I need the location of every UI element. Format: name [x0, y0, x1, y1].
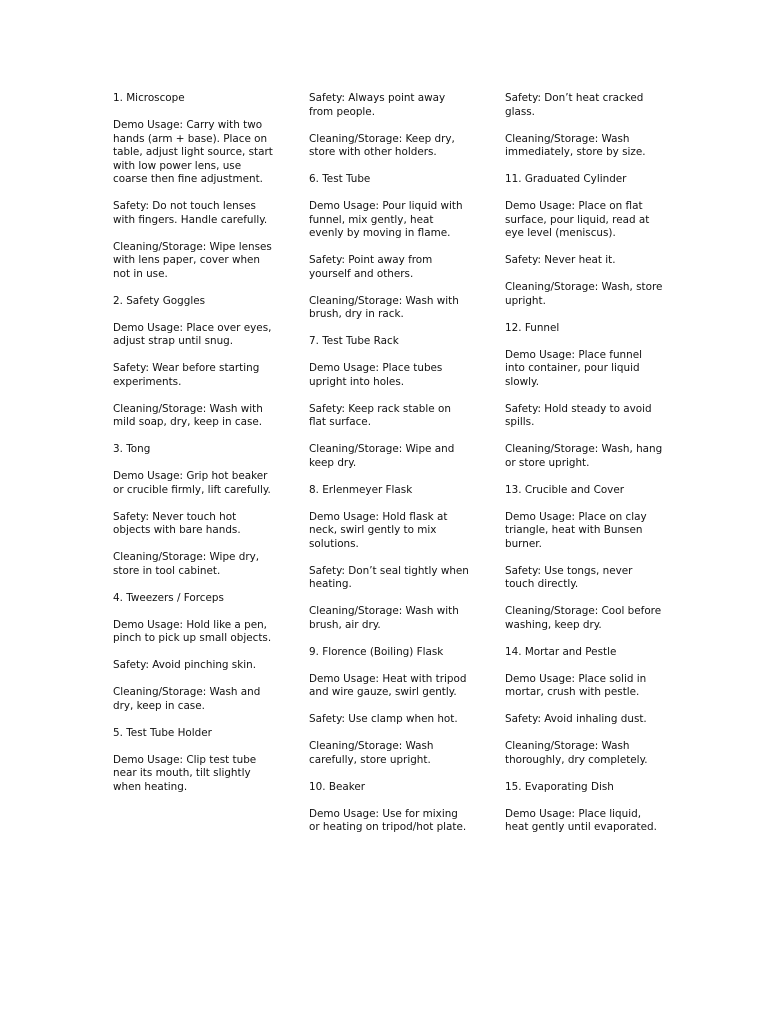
- paragraph: Cleaning/Storage: Cool before washing, keep dry.: [505, 605, 662, 631]
- paragraph: Demo Usage: Clip test tube near its mouth, tilt slightly when heating.: [113, 753, 257, 793]
- section-heading: 13. Crucible and Cover: [505, 483, 624, 496]
- text-column-2: [309, 92, 469, 848]
- section-heading: 2. Safety Goggles: [113, 294, 206, 307]
- paragraph: Demo Usage: Hold like a pen, pinch to pick up small objects.: [113, 618, 272, 644]
- paragraph: Safety: Don’t heat cracked glass.: [505, 92, 644, 118]
- paragraph: Safety: Avoid pinching skin.: [113, 659, 257, 671]
- paragraph: Safety: Use tongs, never touch directly.: [505, 564, 633, 590]
- paragraph: Safety: Point away from yourself and others.: [309, 254, 433, 280]
- paragraph: Demo Usage: Place over eyes, adjust strap until snug.: [113, 321, 272, 347]
- paragraph: Demo Usage: Place solid in mortar, crush with pestle.: [505, 672, 647, 698]
- paragraph: Safety: Hold steady to avoid spills.: [505, 402, 652, 428]
- paragraph: Demo Usage: Grip hot beaker or crucible firmly, lift carefully.: [113, 470, 271, 496]
- section-heading: 3. Tong: [113, 443, 151, 455]
- paragraph: Cleaning/Storage: Wash, store upright.: [505, 281, 663, 307]
- section-heading: 11. Graduated Cylinder: [505, 173, 627, 185]
- paragraph: Demo Usage: Use for mixing or heating on tripod/hot plate.: [309, 807, 467, 833]
- section-heading: 8. Erlenmeyer Flask: [309, 483, 413, 496]
- section-heading: 5. Test Tube Holder: [113, 726, 212, 739]
- paragraph: Cleaning/Storage: Wash thoroughly, dry completely.: [505, 740, 648, 766]
- paragraph: Cleaning/Storage: Wipe lenses with lens paper, cover when not in use.: [113, 240, 272, 280]
- paragraph: Safety: Never heat it.: [505, 254, 616, 266]
- paragraph: Cleaning/Storage: Wash with mild soap, dry, keep in case.: [113, 402, 263, 428]
- paragraph: Safety: Wear before starting experiments.: [113, 362, 260, 388]
- paragraph: Demo Usage: Place liquid, heat gently until evaporated.: [505, 807, 657, 833]
- paragraph: Cleaning/Storage: Wipe and keep dry.: [309, 443, 455, 469]
- paragraph: Cleaning/Storage: Wash immediately, store by size.: [505, 132, 646, 158]
- section-heading: 6. Test Tube: [309, 173, 371, 185]
- paragraph: Safety: Use clamp when hot.: [309, 713, 458, 725]
- section-heading: 15. Evaporating Dish: [505, 780, 614, 793]
- paragraph: Safety: Keep rack stable on flat surface.: [309, 402, 451, 428]
- section-heading: 14. Mortar and Pestle: [505, 645, 617, 658]
- section-heading: 4. Tweezers / Forceps: [113, 591, 224, 604]
- paragraph: Cleaning/Storage: Wash, hang or store upright.: [505, 443, 663, 469]
- text-column-1: [113, 92, 273, 808]
- paragraph: Cleaning/Storage: Keep dry, store with other holders.: [309, 132, 455, 158]
- paragraph: Cleaning/Storage: Wash and dry, keep in case.: [113, 686, 261, 712]
- paragraph: Safety: Avoid inhaling dust.: [505, 713, 647, 725]
- paragraph: Demo Usage: Place on clay triangle, heat with Bunsen burner.: [505, 510, 647, 550]
- section-heading: 9. Florence (Boiling) Flask: [309, 645, 444, 658]
- paragraph: Demo Usage: Place on flat surface, pour liquid, read at eye level (meniscus).: [505, 200, 650, 239]
- paragraph: Safety: Always point away from people.: [309, 92, 446, 118]
- paragraph: Safety: Never touch hot objects with bare hands.: [113, 510, 241, 536]
- paragraph: Cleaning/Storage: Wash with brush, dry in rack.: [309, 294, 459, 320]
- paragraph: Demo Usage: Heat with tripod and wire gauze, swirl gently.: [309, 672, 467, 698]
- paragraph: Demo Usage: Hold flask at neck, swirl gently to mix solutions.: [309, 510, 448, 550]
- text-column-3: [505, 92, 665, 848]
- paragraph: Demo Usage: Pour liquid with funnel, mix gently, heat evenly by moving in flame.: [309, 200, 463, 239]
- paragraph: Cleaning/Storage: Wipe dry, store in tool cabinet.: [113, 551, 260, 577]
- paragraph: Safety: Don’t seal tightly when heating.: [309, 564, 469, 590]
- paragraph: Demo Usage: Place funnel into container, pour liquid slowly.: [505, 348, 642, 388]
- paragraph: Safety: Do not touch lenses with fingers. Handle carefully.: [113, 200, 268, 226]
- section-heading: 10. Beaker: [309, 780, 366, 793]
- paragraph: Cleaning/Storage: Wash carefully, store upright.: [309, 740, 434, 766]
- paragraph: Cleaning/Storage: Wash with brush, air dry.: [309, 605, 459, 631]
- section-heading: 7. Test Tube Rack: [309, 335, 399, 347]
- paragraph: Demo Usage: Place tubes upright into holes.: [309, 362, 443, 388]
- section-heading: 1. Microscope: [113, 92, 185, 104]
- paragraph: Demo Usage: Carry with two hands (arm + base). Place on table, adjust light source, start with low power lens, use coarse then fine adjustment.: [113, 119, 273, 185]
- section-heading: 12. Funnel: [505, 321, 560, 334]
